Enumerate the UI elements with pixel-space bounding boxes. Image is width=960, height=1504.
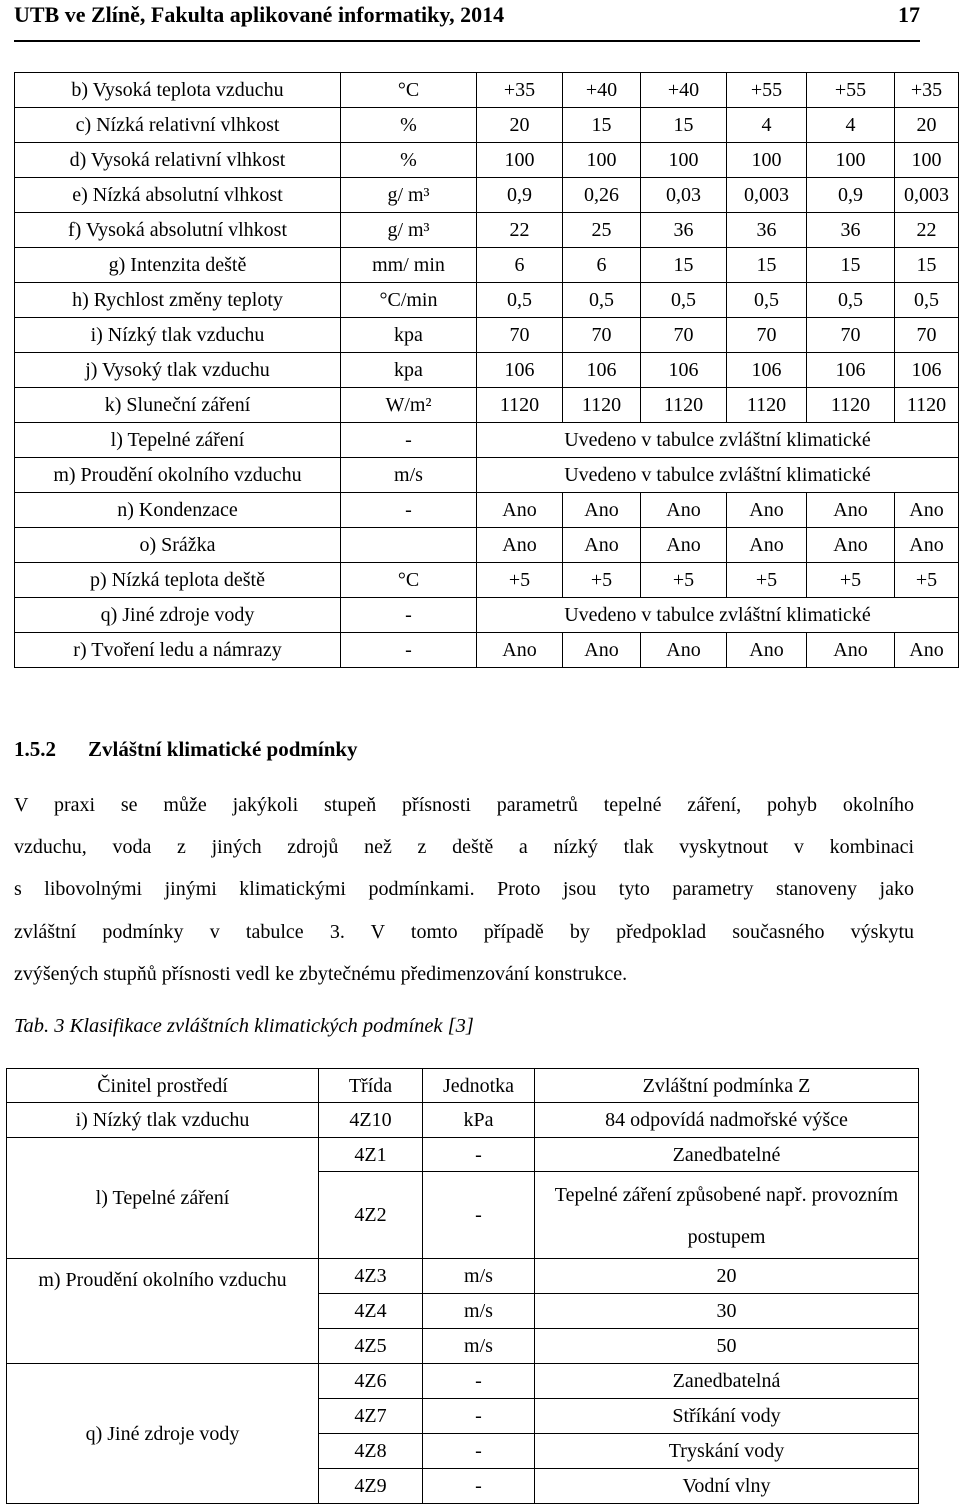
parameter-name-cell: o) Srážka: [15, 528, 341, 563]
value-cell: 0,5: [895, 283, 959, 318]
table-row: [15, 248, 959, 283]
unit-cell: g/ m³: [341, 178, 477, 213]
merged-note-cell: Uvedeno v tabulce zvláštní klimatické: [477, 598, 959, 633]
value-cell: 1120: [477, 388, 563, 423]
unit-cell: [341, 528, 477, 563]
parameter-name-cell: b) Vysoká teplota vzduchu: [15, 73, 341, 108]
condition-cell: Zanedbatelné: [535, 1138, 919, 1172]
value-cell: 106: [727, 353, 807, 388]
table-caption: Tab. 3 Klasifikace zvláštních klimatických podmínek [3]: [14, 1015, 474, 1037]
value-cell: 0,5: [563, 283, 641, 318]
parameter-name-cell: j) Vysoký tlak vzduchu: [15, 353, 341, 388]
value-cell: 106: [563, 353, 641, 388]
unit-cell: m/s: [423, 1329, 535, 1364]
table-row: [7, 1364, 919, 1399]
value-cell: 70: [641, 318, 727, 353]
value-cell: 100: [895, 143, 959, 178]
page-header: [14, 0, 920, 42]
unit-cell: -: [423, 1434, 535, 1469]
header-condition: Zvláštní podmínka Z: [535, 1069, 919, 1103]
value-cell: +5: [895, 563, 959, 598]
value-cell: 70: [727, 318, 807, 353]
unit-cell: -: [341, 493, 477, 528]
section-number: 1.5.2: [14, 737, 56, 761]
value-cell: 106: [477, 353, 563, 388]
value-cell: +5: [727, 563, 807, 598]
value-cell: 100: [563, 143, 641, 178]
value-cell: 1120: [895, 388, 959, 423]
table-row: [15, 283, 959, 318]
parameter-name-cell: r) Tvoření ledu a námrazy: [15, 633, 341, 668]
header-factor: Činitel prostředí: [7, 1069, 319, 1103]
value-cell: 4: [807, 108, 895, 143]
parameter-name-cell: n) Kondenzace: [15, 493, 341, 528]
table-row: [15, 213, 959, 248]
value-cell: 1120: [807, 388, 895, 423]
table-row: [15, 178, 959, 213]
class-cell: 4Z2: [319, 1172, 423, 1259]
value-cell: 70: [807, 318, 895, 353]
header-unit: Jednotka: [423, 1069, 535, 1103]
table-row: [7, 1259, 919, 1294]
condition-cell: 84 odpovídá nadmořské výšce: [535, 1103, 919, 1138]
class-cell: 4Z5: [319, 1329, 423, 1364]
section-heading: [14, 737, 358, 762]
unit-cell: kpa: [341, 353, 477, 388]
value-cell: 0,003: [727, 178, 807, 213]
condition-cell: Zanedbatelná: [535, 1364, 919, 1399]
factor-cell: l) Tepelné záření: [7, 1138, 319, 1259]
unit-cell: -: [423, 1399, 535, 1434]
climate-parameters-table: [14, 72, 959, 668]
table-row: [15, 353, 959, 388]
unit-cell: kPa: [423, 1103, 535, 1138]
parameter-name-cell: p) Nízká teplota deště: [15, 563, 341, 598]
value-cell: Ano: [727, 633, 807, 668]
class-cell: 4Z1: [319, 1138, 423, 1172]
paragraph-line: s libovolnými jinými klimatickými podmínkami. Proto jsou tyto parametry stanoveny jako: [14, 878, 914, 901]
table-row: [7, 1103, 919, 1138]
class-cell: 4Z4: [319, 1294, 423, 1329]
value-cell: 22: [895, 213, 959, 248]
unit-cell: -: [423, 1364, 535, 1399]
parameter-name-cell: l) Tepelné záření: [15, 423, 341, 458]
parameter-name-cell: m) Proudění okolního vzduchu: [15, 458, 341, 493]
unit-cell: -: [423, 1138, 535, 1172]
value-cell: 106: [641, 353, 727, 388]
condition-cell: Tryskání vody: [535, 1434, 919, 1469]
value-cell: 100: [807, 143, 895, 178]
parameter-name-cell: k) Sluneční záření: [15, 388, 341, 423]
value-cell: Ano: [727, 528, 807, 563]
unit-cell: %: [341, 108, 477, 143]
value-cell: 70: [895, 318, 959, 353]
table-row: [15, 633, 959, 668]
value-cell: 25: [563, 213, 641, 248]
class-cell: 4Z10: [319, 1103, 423, 1138]
unit-cell: m/s: [341, 458, 477, 493]
page-number: 17: [898, 2, 920, 27]
value-cell: 15: [807, 248, 895, 283]
unit-cell: -: [341, 633, 477, 668]
value-cell: 0,5: [727, 283, 807, 318]
value-cell: +5: [477, 563, 563, 598]
body-paragraph: [14, 784, 914, 995]
paragraph-line: V praxi se může jakýkoli stupeň přísnosti parametrů tepelné záření, pohyb okolního: [14, 794, 914, 816]
value-cell: Ano: [641, 528, 727, 563]
value-cell: 4: [727, 108, 807, 143]
factor-cell: i) Nízký tlak vzduchu: [7, 1103, 319, 1138]
value-cell: Ano: [727, 493, 807, 528]
value-cell: Ano: [477, 493, 563, 528]
parameter-name-cell: d) Vysoká relativní vlhkost: [15, 143, 341, 178]
parameter-name-cell: g) Intenzita deště: [15, 248, 341, 283]
condition-cell: Tepelné záření způsobené např. provozním postupem: [535, 1172, 919, 1259]
table-header-row: [7, 1069, 919, 1103]
value-cell: +55: [807, 73, 895, 108]
value-cell: 15: [563, 108, 641, 143]
value-cell: +35: [895, 73, 959, 108]
value-cell: 36: [727, 213, 807, 248]
value-cell: Ano: [477, 633, 563, 668]
value-cell: 15: [895, 248, 959, 283]
paragraph-line: zvláštní podmínky v tabulce 3. V tomto případě by předpoklad současného výskytu: [14, 920, 914, 943]
class-cell: 4Z3: [319, 1259, 423, 1294]
value-cell: 70: [477, 318, 563, 353]
value-cell: 0,03: [641, 178, 727, 213]
value-cell: +40: [563, 73, 641, 108]
value-cell: Ano: [807, 493, 895, 528]
value-cell: +5: [563, 563, 641, 598]
parameter-name-cell: q) Jiné zdroje vody: [15, 598, 341, 633]
table-row: [15, 143, 959, 178]
value-cell: 20: [477, 108, 563, 143]
value-cell: +40: [641, 73, 727, 108]
value-cell: 0,26: [563, 178, 641, 213]
condition-cell: Vodní vlny: [535, 1469, 919, 1504]
class-cell: 4Z7: [319, 1399, 423, 1434]
condition-cell: 30: [535, 1294, 919, 1329]
value-cell: Ano: [895, 633, 959, 668]
header-title: UTB ve Zlíně, Fakulta aplikované informatiky, 2014: [14, 2, 505, 27]
unit-cell: °C: [341, 73, 477, 108]
value-cell: +5: [641, 563, 727, 598]
table-row: [15, 388, 959, 423]
value-cell: 0,003: [895, 178, 959, 213]
value-cell: 36: [807, 213, 895, 248]
value-cell: 15: [641, 248, 727, 283]
value-cell: 0,9: [807, 178, 895, 213]
merged-note-cell: Uvedeno v tabulce zvláštní klimatické: [477, 458, 959, 493]
condition-cell: Stříkání vody: [535, 1399, 919, 1434]
parameter-name-cell: f) Vysoká absolutní vlhkost: [15, 213, 341, 248]
value-cell: 0,9: [477, 178, 563, 213]
value-cell: 22: [477, 213, 563, 248]
value-cell: 106: [895, 353, 959, 388]
value-cell: Ano: [807, 528, 895, 563]
section-title: Zvláštní klimatické podmínky: [88, 737, 358, 761]
unit-cell: °C/min: [341, 283, 477, 318]
climate-parameters-body: [15, 73, 959, 668]
unit-cell: -: [341, 423, 477, 458]
table-row: [15, 493, 959, 528]
unit-cell: %: [341, 143, 477, 178]
value-cell: 106: [807, 353, 895, 388]
value-cell: 0,5: [477, 283, 563, 318]
value-cell: Ano: [563, 633, 641, 668]
value-cell: Ano: [563, 493, 641, 528]
factor-cell: m) Proudění okolního vzduchu: [7, 1259, 319, 1364]
condition-cell: 50: [535, 1329, 919, 1364]
parameter-name-cell: i) Nízký tlak vzduchu: [15, 318, 341, 353]
value-cell: 6: [477, 248, 563, 283]
parameter-name-cell: c) Nízká relativní vlhkost: [15, 108, 341, 143]
value-cell: Ano: [641, 633, 727, 668]
unit-cell: m/s: [423, 1294, 535, 1329]
value-cell: +35: [477, 73, 563, 108]
value-cell: 1120: [727, 388, 807, 423]
table-row: [7, 1138, 919, 1172]
unit-cell: m/s: [423, 1259, 535, 1294]
table-row: [15, 458, 959, 493]
value-cell: Ano: [895, 528, 959, 563]
unit-cell: kpa: [341, 318, 477, 353]
value-cell: 1120: [641, 388, 727, 423]
merged-note-cell: Uvedeno v tabulce zvláštní klimatické: [477, 423, 959, 458]
value-cell: 6: [563, 248, 641, 283]
value-cell: 70: [563, 318, 641, 353]
value-cell: Ano: [641, 493, 727, 528]
value-cell: +55: [727, 73, 807, 108]
table-row: [15, 598, 959, 633]
value-cell: 100: [727, 143, 807, 178]
special-conditions-table: [6, 1068, 919, 1504]
value-cell: Ano: [807, 633, 895, 668]
paragraph-line: vzduchu, voda z jiných zdrojů než z deště a nízký tlak vyskytnout v kombinaci: [14, 836, 914, 859]
value-cell: Ano: [477, 528, 563, 563]
value-cell: 20: [895, 108, 959, 143]
table-row: [15, 108, 959, 143]
unit-cell: W/m²: [341, 388, 477, 423]
value-cell: 0,5: [641, 283, 727, 318]
value-cell: 15: [641, 108, 727, 143]
table-row: [15, 563, 959, 598]
value-cell: 1120: [563, 388, 641, 423]
factor-cell: q) Jiné zdroje vody: [7, 1364, 319, 1504]
unit-cell: -: [341, 598, 477, 633]
value-cell: Ano: [563, 528, 641, 563]
value-cell: +5: [807, 563, 895, 598]
condition-cell: 20: [535, 1259, 919, 1294]
class-cell: 4Z9: [319, 1469, 423, 1504]
value-cell: 100: [477, 143, 563, 178]
header-class: Třída: [319, 1069, 423, 1103]
parameter-name-cell: e) Nízká absolutní vlhkost: [15, 178, 341, 213]
unit-cell: -: [423, 1172, 535, 1259]
unit-cell: °C: [341, 563, 477, 598]
table-row: [15, 423, 959, 458]
table-row: [15, 318, 959, 353]
table-row: [15, 73, 959, 108]
value-cell: 0,5: [807, 283, 895, 318]
class-cell: 4Z8: [319, 1434, 423, 1469]
value-cell: 100: [641, 143, 727, 178]
parameter-name-cell: h) Rychlost změny teploty: [15, 283, 341, 318]
table-row: [15, 528, 959, 563]
unit-cell: g/ m³: [341, 213, 477, 248]
unit-cell: -: [423, 1469, 535, 1504]
value-cell: Ano: [895, 493, 959, 528]
class-cell: 4Z6: [319, 1364, 423, 1399]
value-cell: 36: [641, 213, 727, 248]
value-cell: 15: [727, 248, 807, 283]
unit-cell: mm/ min: [341, 248, 477, 283]
paragraph-line: zvýšených stupňů přísnosti vedl ke zbytečnému předimenzování konstrukce.: [14, 962, 628, 985]
